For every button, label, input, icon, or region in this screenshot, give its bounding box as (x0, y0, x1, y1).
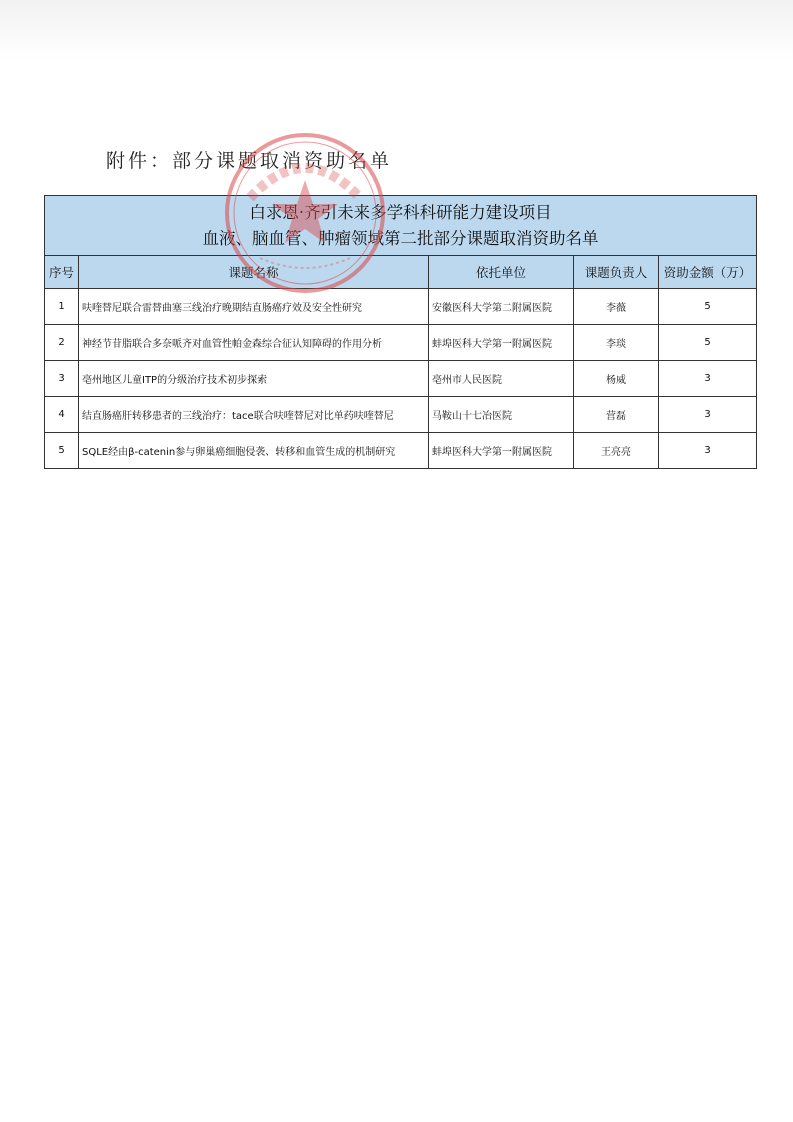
table-row (45, 325, 757, 361)
cell-amount: 3 (659, 361, 757, 397)
cell-unit: 蚌埠医科大学第一附属医院 (429, 433, 574, 469)
cell-unit: 亳州市人民医院 (429, 361, 574, 397)
cell-amount: 3 (659, 397, 757, 433)
header-unit: 依托单位 (429, 256, 574, 289)
cell-amount: 3 (659, 433, 757, 469)
cell-no: 2 (45, 325, 79, 361)
table-title-row (45, 196, 757, 256)
header-name: 课题名称 (79, 256, 429, 289)
cell-leader: 王亮亮 (574, 433, 659, 469)
funding-table (44, 195, 757, 469)
table-header-row (45, 256, 757, 289)
scan-shade (0, 0, 793, 60)
cell-leader: 杨威 (574, 361, 659, 397)
cell-unit: 马鞍山十七冶医院 (429, 397, 574, 433)
cell-no: 1 (45, 289, 79, 325)
table-title-line-2: 血液、脑血管、肿瘤领域第二批部分课题取消资助名单 (202, 228, 599, 248)
cell-unit: 蚌埠医科大学第一附属医院 (429, 325, 574, 361)
header-leader: 课题负责人 (574, 256, 659, 289)
table-row (45, 433, 757, 469)
table-row (45, 361, 757, 397)
table-title-line-1: 白求恩·齐引未来多学科科研能力建设项目 (249, 202, 552, 222)
cell-no: 5 (45, 433, 79, 469)
attachment-title: 附件：部分课题取消资助名单 (106, 150, 393, 172)
table-row (45, 289, 757, 325)
cell-no: 4 (45, 397, 79, 433)
funding-table-container (44, 195, 756, 469)
table-title-cell (45, 196, 757, 256)
cell-amount: 5 (659, 289, 757, 325)
cell-leader: 李琰 (574, 325, 659, 361)
cell-name: 亳州地区儿童ITP的分级治疗技术初步探索 (79, 361, 429, 397)
cell-leader: 营磊 (574, 397, 659, 433)
cell-unit: 安徽医科大学第二附属医院 (429, 289, 574, 325)
cell-amount: 5 (659, 325, 757, 361)
cell-leader: 李薇 (574, 289, 659, 325)
header-amount: 资助金额（万） (659, 256, 757, 289)
cell-name: 神经节苷脂联合多奈哌齐对血管性帕金森综合征认知障碍的作用分析 (79, 325, 429, 361)
cell-no: 3 (45, 361, 79, 397)
cell-name: 结直肠癌肝转移患者的三线治疗：tace联合呋喹替尼对比单药呋喹替尼 (79, 397, 429, 433)
table-row (45, 397, 757, 433)
cell-name: SQLE经由β-catenin参与卵巢癌细胞侵袭、转移和血管生成的机制研究 (79, 433, 429, 469)
cell-name: 呋喹替尼联合雷替曲塞三线治疗晚期结直肠癌疗效及安全性研究 (79, 289, 429, 325)
header-no: 序号 (45, 256, 79, 289)
